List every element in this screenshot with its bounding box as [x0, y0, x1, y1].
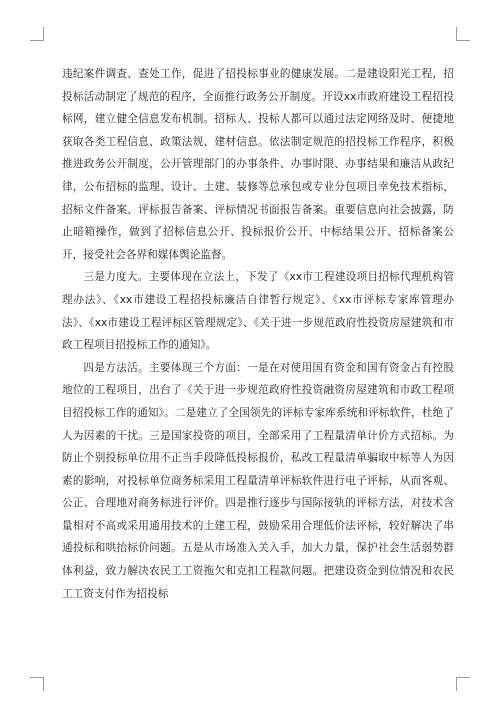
crop-mark-top-left-h: [30, 40, 44, 41]
crop-mark-bottom-left-v: [43, 677, 44, 691]
paragraph-3: 四是方法活。主要体现三个方面：一是在对使用国有资金和国有资金占有控股地位的工程项目，出台了《关于进一步规范政府性投资融资房屋建筑和市政工程项目招投标工作的通知》。二是建立了全国领先的评标专家库系统和评标软件，杜绝了人为因素的干扰。三是国家投资的项目，全部采用了工程量清单计价方式招标。为防止个别投标单位用不正当手段降低投标报价，私改工程量清单骗取中标等人为因素的影响，对投标单位商务标采用工程量清单评标软件进行电子评标，从而客观、公正、合理地对商务标进行评价。四是推行逐步与国际接轨的评标方法，对技术含量相对不高或采用通用技术的土建工程，鼓励采用合理低价法评标，较好解决了串通投标和哄抬标价问题。五是从市场准入关入手，加大力量，保护社会生活弱势群体利益，致力解决农民工工资拖欠和克扣工程款问题。把建设资金到位情况和农民工工资支付作为招投标: [62, 361, 454, 600]
paragraph-1: 违纪案件调查、查处工作，促进了招投标事业的健康发展。二是建设阳光工程，招投标活动制定了规范的程序，全面推行政务公开制度。开设xx市政府建设工程招投标网，建立健全信息发布机制。招标人、投标人都可以通过法定网络及时、便捷地获取各类工程信息、政策法规、建材信息。依法制定规范的招投标工作程序，积极推进政务公开制度，公开管理部门的办事条件、办事时限、办事结果和廉洁从政纪律，公布招标的监理、设计、土建、装修等总承包或专业分包项目幸免技术指标，招标文件备案、评标报告备案、评标情况书面报告备案。重要信息向社会披露，防止暗箱操作，做到了招标信息公开、投标报价公开、中标结果公开、招标备案公开，接受社会各界和媒体舆论监督。: [62, 68, 454, 261]
crop-mark-top-right-h: [456, 40, 470, 41]
crop-mark-bottom-left-h: [30, 677, 44, 678]
crop-mark-bottom-right-h: [456, 677, 470, 678]
body-text: [62, 63, 454, 605]
crop-mark-top-right-v: [456, 27, 457, 41]
crop-mark-top-left-v: [43, 27, 44, 41]
paragraph-2: 三是力度大。主要体现在立法上，下发了《xx市工程建设项目招标代理机构管理办法》、《xx市建设工程招投标廉洁自律暂行规定》、《xx市评标专家库管理办法》、《xx市建设工程评标区管理规定》、《关于进一步规范政府性投资房屋建筑和市政工程项目招投标工作的通知》。: [62, 271, 454, 352]
crop-mark-bottom-right-v: [456, 677, 457, 691]
